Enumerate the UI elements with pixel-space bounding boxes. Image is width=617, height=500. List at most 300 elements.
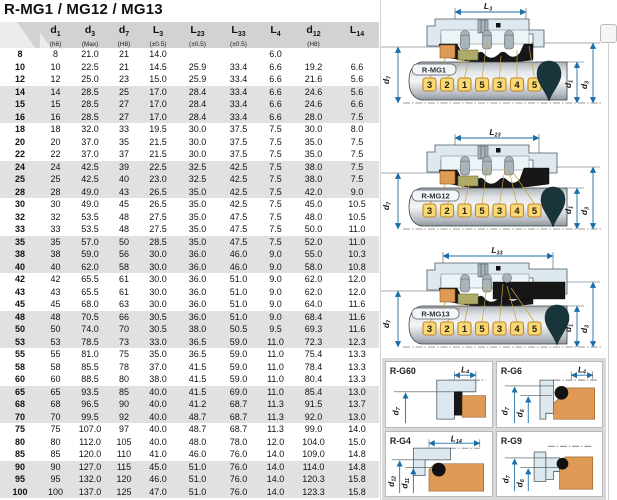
value-cell: 40.0	[149, 399, 167, 410]
diagram-label: R-MG13	[421, 309, 450, 319]
value-cell: 55.0	[304, 249, 323, 260]
value-cell: 8.0	[350, 124, 364, 135]
value-cell: 63	[118, 299, 129, 310]
table-row	[0, 298, 379, 311]
set-screw-dot	[496, 266, 501, 271]
value-cell: 73	[118, 336, 129, 347]
table-row	[0, 336, 379, 349]
value-cell: 78.5	[81, 336, 99, 347]
value-cell: 21	[118, 61, 129, 72]
value-cell: 37.5	[229, 136, 248, 147]
value-cell: 62.0	[304, 286, 323, 297]
value-cell: 7.5	[269, 211, 282, 222]
table-row	[0, 436, 379, 449]
value-cell: 62.0	[81, 261, 99, 272]
part-callouts	[423, 204, 541, 217]
value-cell: 127.0	[78, 461, 102, 472]
svg-text:L33: L33	[491, 245, 503, 257]
callout-number: 2	[444, 323, 450, 335]
table-header	[0, 22, 379, 48]
value-cell: 21.0	[81, 49, 99, 60]
o-ring	[432, 462, 446, 476]
value-cell: 15.8	[348, 486, 366, 497]
value-cell: 45.0	[149, 461, 167, 472]
dimension-table-wrap	[0, 22, 379, 498]
value-cell: 42.5	[229, 199, 248, 210]
value-cell: 65.5	[81, 274, 99, 285]
table-row	[0, 348, 379, 361]
detail-r-g9-drawing	[497, 432, 603, 497]
value-cell: 42.5	[229, 174, 248, 185]
table-row	[0, 273, 379, 286]
value-cell: 109.0	[302, 449, 325, 460]
value-cell: 53.5	[81, 224, 99, 235]
table-row	[0, 148, 379, 161]
value-cell: 28.4	[188, 111, 207, 122]
seat	[462, 396, 485, 417]
part-callouts	[423, 78, 541, 91]
value-cell: 37.5	[229, 149, 248, 160]
value-cell: 36.0	[188, 299, 207, 310]
gland	[534, 452, 546, 481]
value-cell: 38.0	[304, 161, 323, 172]
value-cell: 90	[118, 399, 129, 410]
value-cell: 47.5	[229, 211, 248, 222]
value-cell: 48	[50, 311, 61, 322]
table-body	[0, 48, 379, 498]
value-cell: 48	[118, 211, 129, 222]
value-cell: 7.5	[350, 174, 364, 185]
value-cell: 46.0	[149, 474, 167, 485]
value-cell: 13.3	[348, 349, 366, 360]
value-cell: 51.0	[229, 311, 248, 322]
diagram-panel	[380, 0, 617, 500]
value-cell: 7.5	[269, 186, 282, 197]
value-cell: 61	[118, 286, 129, 297]
column-header: $L_3$ (±0.5)	[139, 22, 177, 48]
value-cell: 53	[50, 336, 61, 347]
value-cell: 11.3	[267, 411, 284, 422]
value-cell: 59.0	[229, 336, 248, 347]
value-cell: 7.5	[269, 149, 282, 160]
elastomer	[454, 392, 462, 415]
value-cell: 7.5	[269, 161, 282, 172]
value-cell: 59.0	[229, 349, 248, 360]
detail-label: R-G9	[500, 435, 522, 446]
value-cell: 6.6	[350, 61, 364, 72]
value-cell: 68.4	[304, 311, 323, 322]
value-cell: 36.0	[188, 311, 207, 322]
column-header	[0, 22, 40, 48]
table-row	[0, 61, 379, 74]
value-cell: 7.5	[350, 149, 364, 160]
svg-text:L4: L4	[461, 364, 470, 376]
value-cell: 33.4	[229, 99, 248, 110]
value-cell: 12.3	[348, 336, 366, 347]
value-cell: 6.6	[269, 111, 282, 122]
value-cell: 30.0	[304, 124, 323, 135]
value-cell: 76.0	[229, 486, 248, 497]
value-cell: 58	[118, 261, 129, 272]
callout-number: 4	[514, 79, 520, 91]
o-ring	[554, 386, 568, 400]
value-cell: 7.5	[269, 236, 282, 247]
callout-number: 5	[531, 205, 538, 217]
value-cell: 40	[118, 174, 129, 185]
value-cell: 7.5	[350, 136, 364, 147]
value-cell: 12.0	[348, 286, 366, 297]
value-cell: 17.0	[149, 99, 167, 110]
callout-number: 3	[496, 79, 503, 91]
value-cell: 10.5	[348, 199, 366, 210]
row-label-cell: 33	[14, 224, 25, 235]
value-cell: 99.0	[304, 424, 323, 435]
value-cell: 51.0	[229, 299, 248, 310]
table-row	[0, 236, 379, 249]
value-cell: 76.0	[229, 461, 248, 472]
svg-text:d7: d7	[500, 474, 512, 483]
value-cell: 85	[50, 449, 61, 460]
detail-r-g6	[496, 361, 604, 428]
value-cell: 80	[118, 374, 129, 385]
value-cell: 9.0	[269, 261, 282, 272]
detail-r-g6-drawing	[497, 362, 603, 427]
value-cell: 66	[118, 311, 129, 322]
row-label-cell: 20	[14, 136, 25, 147]
value-cell: 45.0	[304, 199, 323, 210]
value-cell: 32.0	[81, 124, 99, 135]
value-cell: 6.6	[269, 74, 282, 85]
value-cell: 7.5	[269, 199, 282, 210]
value-cell: 36.5	[188, 349, 207, 360]
diagram-r-mg12	[381, 126, 607, 242]
callout-number: 1	[461, 79, 468, 91]
value-cell: 51.0	[188, 474, 207, 485]
value-cell: 35.0	[188, 186, 207, 197]
value-cell: 30	[50, 199, 61, 210]
value-cell: 11.6	[348, 324, 366, 335]
callout-number: 4	[514, 205, 520, 217]
svg-text:L4: L4	[577, 364, 586, 376]
value-cell: 104.0	[302, 436, 325, 447]
value-cell: 12.0	[266, 436, 285, 447]
value-cell: 35.0	[188, 199, 207, 210]
row-label-cell: 85	[14, 449, 25, 460]
row-label-cell: 48	[14, 311, 25, 322]
table-row	[0, 173, 379, 186]
value-cell: 15.0	[348, 436, 366, 447]
row-label-cell: 53	[14, 336, 25, 347]
value-cell: 30.5	[149, 324, 167, 335]
table-row	[0, 323, 379, 336]
value-cell	[177, 48, 218, 61]
column-header: $L_{14}$	[335, 22, 379, 48]
value-cell: 9.0	[350, 186, 364, 197]
elastomer-band	[493, 282, 565, 299]
callout-number: 5	[531, 79, 538, 91]
value-cell: 69.3	[304, 324, 323, 335]
value-cell: 32.5	[188, 161, 207, 172]
value-cell: 74.0	[81, 324, 99, 335]
value-cell: 35.0	[304, 136, 323, 147]
value-cell: 72.3	[304, 336, 323, 347]
value-cell: 15	[50, 99, 61, 110]
row-label-cell: 40	[14, 261, 25, 272]
value-cell: 46.0	[188, 449, 207, 460]
row-label-cell: 95	[14, 474, 25, 485]
value-cell: 36.0	[188, 274, 207, 285]
value-cell: 28.5	[81, 99, 99, 110]
value-cell: 33	[50, 224, 61, 235]
value-cell: 38.0	[188, 324, 207, 335]
dimension-table	[0, 22, 379, 498]
svg-text:d3: d3	[579, 206, 591, 216]
row-label-cell: 38	[14, 249, 25, 260]
value-cell: 115	[116, 461, 132, 472]
value-cell: 80.4	[304, 374, 323, 385]
value-cell: 42.5	[229, 161, 248, 172]
row-label-cell: 55	[14, 349, 25, 360]
table-row	[0, 386, 379, 399]
value-cell: 6.6	[350, 99, 364, 110]
value-cell: 41.5	[188, 374, 207, 385]
row-label-cell: 32	[14, 211, 25, 222]
table-row	[0, 461, 379, 474]
value-cell: 11.0	[267, 374, 284, 385]
value-cell: 38	[50, 249, 61, 260]
value-cell: 9.0	[269, 286, 282, 297]
table-row	[0, 373, 379, 386]
callout-number: 3	[496, 323, 503, 335]
value-cell: 40.0	[149, 386, 167, 397]
value-cell	[335, 48, 379, 61]
value-cell: 37.0	[81, 136, 99, 147]
value-cell: 62.0	[304, 274, 323, 285]
value-cell: 37.5	[229, 124, 248, 135]
value-cell: 28.5	[81, 111, 99, 122]
value-cell: 12.0	[348, 274, 366, 285]
value-cell: 30.0	[188, 136, 207, 147]
row-label-cell: 18	[14, 124, 25, 135]
value-cell: 6.6	[269, 61, 282, 72]
svg-text:d1: d1	[563, 205, 575, 215]
value-cell: 19.2	[304, 61, 323, 72]
value-cell: 33.4	[229, 61, 248, 72]
value-cell: 9.0	[269, 299, 282, 310]
value-cell: 25.9	[188, 74, 207, 85]
value-cell: 38.0	[304, 174, 323, 185]
value-cell: 40.0	[149, 424, 167, 435]
svg-text:d3: d3	[579, 324, 591, 334]
callout-number: 3	[426, 323, 433, 335]
row-label-cell: 14	[14, 86, 25, 97]
value-cell: 22	[50, 149, 61, 160]
diagram-label: R-MG1	[421, 65, 447, 75]
svg-text:d3: d3	[579, 80, 591, 90]
value-cell: 47.0	[149, 486, 167, 497]
page-edge-line	[608, 42, 609, 500]
value-cell: 35.0	[304, 149, 323, 160]
value-cell: 36.0	[188, 261, 207, 272]
value-cell: 70	[50, 411, 61, 422]
value-cell: 37.0	[81, 149, 99, 160]
value-cell: 30.0	[188, 149, 207, 160]
seal-cross-section	[427, 145, 557, 189]
svg-text:d12: d12	[386, 475, 398, 487]
value-cell: 10.5	[348, 211, 366, 222]
value-cell: 13.0	[348, 386, 366, 397]
svg-text:d7: d7	[381, 319, 393, 329]
value-cell: 70	[118, 324, 129, 335]
value-cell: 97	[118, 424, 129, 435]
table-row	[0, 361, 379, 374]
value-cell: 46.0	[229, 249, 248, 260]
value-cell: 48.7	[188, 411, 207, 422]
column-header: $d_7$ (H8)	[109, 22, 139, 48]
value-cell: 120	[116, 474, 132, 485]
value-cell: 28.4	[188, 86, 207, 97]
value-cell: 93.5	[81, 386, 99, 397]
value-cell: 37	[118, 149, 129, 160]
value-cell: 35.0	[188, 236, 207, 247]
detail-r-g4-drawing	[386, 432, 492, 497]
value-cell: 33.4	[229, 86, 248, 97]
value-cell: 85.5	[81, 361, 99, 372]
value-cell: 33.4	[229, 74, 248, 85]
part-callouts	[423, 322, 541, 335]
value-cell: 50	[118, 236, 129, 247]
row-label-cell: 80	[14, 436, 25, 447]
seat-ring	[440, 45, 455, 58]
value-cell: 13.7	[348, 399, 366, 410]
value-cell: 11.6	[348, 311, 366, 322]
value-cell: 27.5	[149, 211, 167, 222]
value-cell: 10.8	[348, 261, 366, 272]
table-row	[0, 48, 379, 61]
svg-text:d7: d7	[499, 407, 511, 416]
value-cell: 58	[50, 361, 61, 372]
value-cell: 75	[118, 349, 129, 360]
value-cell: 28	[50, 186, 61, 197]
value-cell: 21.5	[149, 136, 167, 147]
value-cell: 59.0	[81, 249, 99, 260]
detail-r-g60-drawing	[386, 362, 492, 427]
seal-cross-section	[427, 263, 567, 307]
value-cell: 55	[50, 349, 61, 360]
value-cell: 41.5	[188, 361, 207, 372]
value-cell: 21.5	[149, 149, 167, 160]
value-cell: 25.0	[81, 74, 99, 85]
callout-number: 3	[426, 205, 433, 217]
row-label-cell: 75	[14, 424, 25, 435]
detail-label: R-G60	[389, 366, 416, 377]
value-cell: 85	[118, 386, 129, 397]
value-cell: 9.0	[269, 274, 282, 285]
callout-number: 2	[444, 79, 450, 91]
value-cell: 46.0	[229, 261, 248, 272]
page-title: R-MG1 / MG12 / MG13	[4, 1, 163, 18]
svg-text:d1: d1	[563, 79, 575, 89]
value-cell: 11.0	[267, 386, 284, 397]
seat-ring	[440, 171, 455, 184]
value-cell: 68.7	[229, 399, 248, 410]
value-cell: 25	[118, 86, 129, 97]
value-cell: 50.5	[229, 324, 248, 335]
value-cell: 14.5	[149, 61, 167, 72]
table-row	[0, 261, 379, 274]
column-header: $d_3$ (Max)	[71, 22, 109, 48]
value-cell: 48.0	[304, 211, 323, 222]
value-cell: 36.5	[188, 336, 207, 347]
value-cell: 30.5	[149, 311, 167, 322]
value-cell: 36.0	[188, 249, 207, 260]
value-cell: 6.6	[269, 86, 282, 97]
value-cell: 43	[50, 286, 61, 297]
value-cell: 30.0	[149, 299, 167, 310]
table-row	[0, 111, 379, 124]
table-row	[0, 161, 379, 174]
value-cell: 14.0	[266, 449, 285, 460]
value-cell: 64.0	[304, 299, 323, 310]
springs	[461, 157, 514, 176]
value-cell: 35	[50, 236, 61, 247]
value-cell: 11.0	[267, 361, 284, 372]
value-cell: 112.0	[79, 436, 101, 447]
row-label-cell: 42	[14, 274, 25, 285]
diagram-r-mg13	[381, 244, 607, 356]
value-cell: 45	[50, 299, 61, 310]
value-cell: 43	[118, 186, 129, 197]
value-cell: 13.3	[348, 374, 366, 385]
row-label-cell: 24	[14, 161, 25, 172]
value-cell: 90	[50, 461, 61, 472]
row-label-cell: 90	[14, 461, 25, 472]
value-cell: 10	[50, 61, 61, 72]
row-label-cell: 68	[14, 399, 25, 410]
table-row	[0, 98, 379, 111]
value-cell: 27.5	[149, 224, 167, 235]
value-cell: 30.0	[149, 286, 167, 297]
value-cell: 50	[50, 324, 61, 335]
value-cell: 59.0	[229, 361, 248, 372]
value-cell: 15.0	[149, 74, 167, 85]
value-cell: 59.0	[229, 374, 248, 385]
value-cell: 28.4	[188, 99, 207, 110]
value-cell: 26.5	[149, 199, 167, 210]
value-cell: 19.5	[149, 124, 167, 135]
value-cell: 81.0	[81, 349, 99, 360]
svg-text:d6: d6	[513, 478, 526, 487]
value-cell: 123.3	[302, 486, 325, 497]
value-cell: 13.3	[348, 361, 366, 372]
value-cell: 107.0	[78, 424, 102, 435]
callout-number: 4	[514, 323, 520, 335]
table-row	[0, 136, 379, 149]
value-cell: 35.0	[149, 349, 167, 360]
table-row	[0, 123, 379, 136]
value-cell: 8	[52, 49, 58, 60]
value-cell: 42.0	[304, 186, 323, 197]
row-label-cell: 25	[14, 174, 25, 185]
value-cell: 30.0	[149, 249, 167, 260]
set-screw-dot	[496, 148, 501, 153]
value-cell: 5.6	[350, 74, 364, 85]
svg-text:d11: d11	[399, 477, 411, 489]
table-row	[0, 473, 379, 486]
value-cell: 23.0	[149, 174, 167, 185]
detail-r-g4	[385, 431, 493, 498]
value-cell: 75.4	[304, 349, 323, 360]
